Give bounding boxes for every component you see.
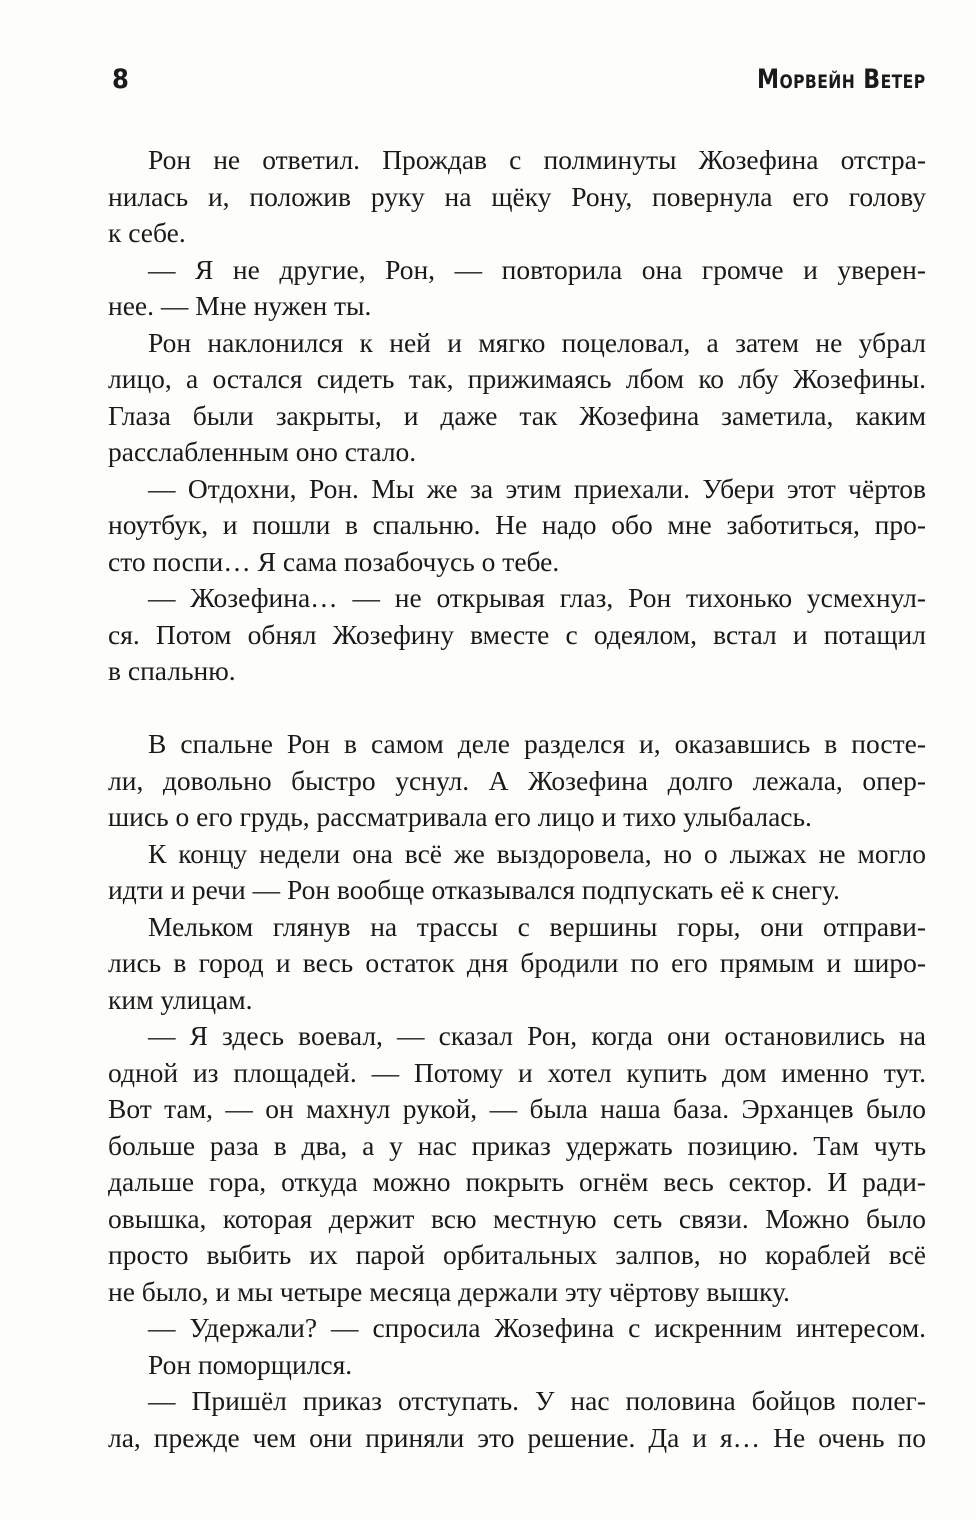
text-line: ся. Потом обнял Жозефину вместе с одеялом, встал и потащил [108,618,926,650]
text-line: Вот там, — он махнул рукой, — была наша база. Эрханцев было [108,1093,926,1124]
body-text [108,142,926,1456]
text-line: больше раза в два, а у нас приказ удержать позицию. Там чуть [108,1129,926,1161]
text-line: к себе. [108,217,186,248]
text-line: не было, и мы четыре месяца держали эту чёртову вышку. [108,1275,790,1307]
text-line: лицо, а остался сидеть так, прижимаясь лбом ко лбу Жозефины. [108,363,926,394]
text-line: одной из площадей. — Потому и хотел купить дом именно тут. [108,1056,926,1088]
running-title: Морвейн Ветер [757,64,926,95]
text-line: Глаза были закрыты, и даже так Жозефина заметила, каким [108,399,926,431]
text-line: — Удержали? — спросила Жозефина с искренним интересом. [148,1312,926,1343]
text-line: овышка, которая держит всю местную сеть связи. Можно было [108,1202,926,1234]
text-line: ла, прежде чем они приняли это решение. Да и я… Не очень по [108,1421,926,1453]
text-line: дальше гора, откуда можно покрыть огнём весь сектор. И ради- [108,1166,926,1197]
text-line: ким улицам. [108,983,253,1015]
text-line: ли, довольно быстро уснул. А Жозефина долго лежала, опер- [108,764,926,796]
text-line: Рон не ответил. Прождав с полминуты Жозефина отстра- [148,144,926,175]
text-line: сто поспи… Я сама позабочусь о тебе. [108,545,560,577]
text-line: идти и речи — Рон вообще отказывался подпускать её к снегу. [108,874,840,905]
text-line: К концу недели она всё же выздоровела, но о лыжах не могло [148,837,926,869]
text-line: Рон поморщился. [148,1348,353,1380]
text-line: Рон наклонился к ней и мягко поцеловал, а затем не убрал [148,326,926,358]
text-line: Мельком глянув на трассы с вершины горы, они отправи- [148,910,926,942]
text-line: — Жозефина… — не открывая глаз, Рон тихонько усмехнул- [148,582,926,613]
text-line: нилась и, положив руку на щёку Рону, повернула его голову [108,180,926,212]
page-number: 8 [112,64,129,95]
text-line: шись о его грудь, рассматривала его лицо и тихо улыбалась. [108,801,812,832]
text-line: нее. — Мне нужен ты. [108,290,372,321]
text-line: — Отдохни, Рон. Мы же за этим приехали. Убери этот чёртов [148,472,926,504]
text-line: расслабленным оно стало. [108,436,417,467]
text-line: ноутбук, и пошли в спальню. Не надо обо мне заботиться, про- [108,509,926,540]
text-line: лись в город и весь остаток дня бродили по его прямым и широ- [108,947,926,978]
text-line: В спальне Рон в самом деле разделся и, оказавшись в посте- [148,728,926,759]
text-line: — Пришёл приказ отступать. У нас половина бойцов полег- [148,1385,926,1416]
text-line: — Я не другие, Рон, — повторила она громче и уверен- [148,253,926,285]
section-break [108,690,926,727]
page-header [112,64,926,104]
text-line: — Я здесь воевал, — сказал Рон, когда они остановились на [148,1020,926,1051]
text-line: в спальню. [108,655,236,686]
text-line: просто выбить их парой орбитальных залпов, но кораблей всё [108,1239,926,1270]
